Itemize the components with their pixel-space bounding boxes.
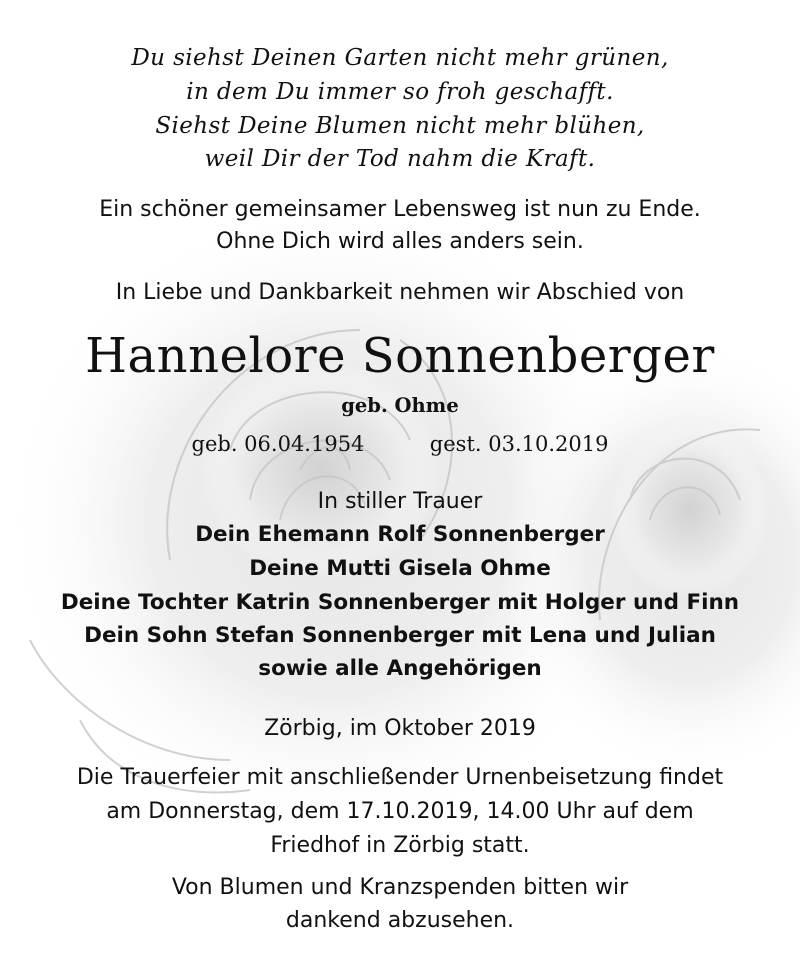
poem-line: Siehst Deine Blumen nicht mehr blühen, xyxy=(155,113,645,139)
life-dates xyxy=(0,432,800,456)
funeral-line: Friedhof in Zörbig statt. xyxy=(270,833,530,858)
request-line: Von Blumen und Kranzspenden bitten wir xyxy=(171,875,629,900)
intro-line: Ein schöner gemeinsamer Lebensweg ist nun zu Ende. xyxy=(99,197,701,222)
mourner-name: Dein Ehemann Rolf Sonnenberger xyxy=(195,522,605,547)
intro-line: Ohne Dich wird alles anders sein. xyxy=(216,229,584,254)
maiden-name: geb. Ohme xyxy=(341,394,459,417)
mourner-name: Deine Tochter Katrin Sonnenberger mit Holger und Finn xyxy=(60,590,740,615)
birth-date: geb. 06.04.1954 xyxy=(191,432,365,456)
place-date: Zörbig, im Oktober 2019 xyxy=(264,716,536,741)
request-line: dankend abzusehen. xyxy=(285,908,515,933)
funeral-line: Die Trauerfeier mit anschließender Urnenbeisetzung findet xyxy=(76,765,724,790)
mourners-heading: In stiller Trauer xyxy=(317,489,483,514)
poem-line: in dem Du immer so froh geschafft. xyxy=(186,79,614,105)
death-date: gest. 03.10.2019 xyxy=(429,432,609,456)
funeral-line: am Donnerstag, dem 17.10.2019, 14.00 Uhr auf dem xyxy=(106,799,694,824)
poem-line: Du siehst Deinen Garten nicht mehr grünen, xyxy=(131,45,669,71)
mourner-name: Deine Mutti Gisela Ohme xyxy=(249,556,551,581)
deceased-name: Hannelore Sonnenberger xyxy=(85,328,715,384)
mourner-name: Dein Sohn Stefan Sonnenberger mit Lena und Julian xyxy=(84,623,716,648)
farewell-text: In Liebe und Dankbarkeit nehmen wir Abschied von xyxy=(115,280,685,305)
mourner-name: sowie alle Angehörigen xyxy=(258,656,542,681)
poem-line: weil Dir der Tod nahm die Kraft. xyxy=(204,146,596,172)
